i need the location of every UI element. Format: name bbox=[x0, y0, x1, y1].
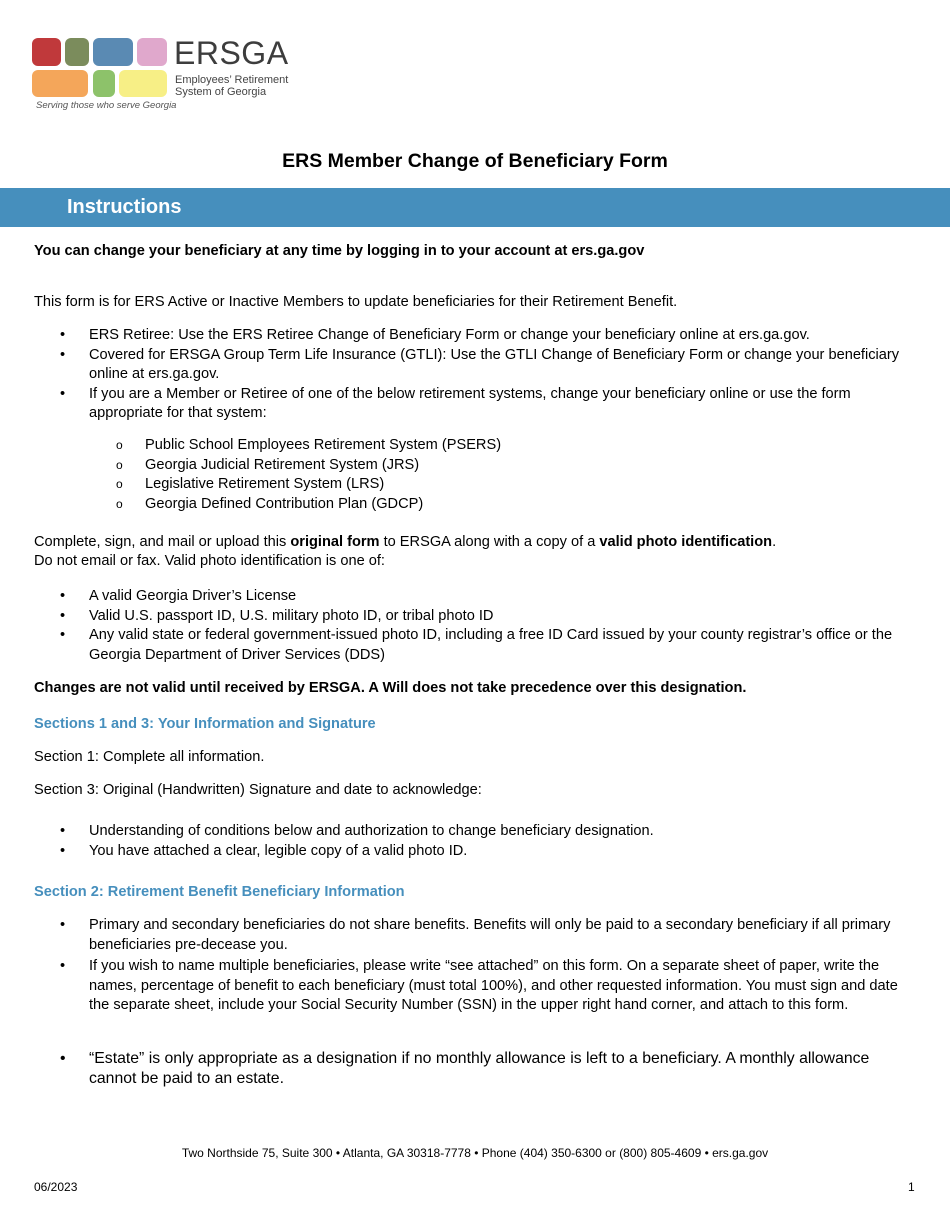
bullet-icon: • bbox=[60, 917, 66, 933]
logo-tile-olive bbox=[65, 38, 89, 66]
list-item bbox=[34, 916, 914, 955]
list-item bbox=[34, 822, 914, 842]
logo-tagline: Serving those who serve Georgia bbox=[36, 100, 177, 111]
list-item-text: If you are a Member or Retiree of one of the below retirement systems, change your beneficiary online or use the form appropriate for that system: bbox=[89, 385, 851, 422]
list-item-text: Georgia Judicial Retirement System (JRS) bbox=[145, 456, 420, 473]
validity-warning: Changes are not valid until received by ERSGA. A Will does not take precedence over this designation. bbox=[34, 680, 747, 696]
footer-address: Two Northside 75, Suite 300 • Atlanta, GA 30318-7778 • Phone (404) 350-6300 or (800) 805-4609 • ers.ga.gov bbox=[181, 1146, 769, 1160]
intro-bold: You can change your beneficiary at any time by logging in to your account at ers.ga.gov bbox=[34, 243, 645, 259]
logo-subtitle-line1: Employees’ Retirement bbox=[175, 74, 289, 86]
list-item-text: “Estate” is only appropriate as a designation if no monthly allowance is left to a beneficiary. A monthly allowance cannot be paid to an estate. bbox=[89, 1050, 870, 1087]
list-item-text: You have attached a clear, legible copy of a valid photo ID. bbox=[89, 842, 468, 859]
list-item bbox=[34, 626, 914, 665]
bullet-icon: • bbox=[60, 1050, 66, 1067]
list-item-text: Public School Employees Retirement System (PSERS) bbox=[145, 437, 502, 453]
footer-date: 06/2023 bbox=[34, 1180, 78, 1194]
circle-bullet-icon: o bbox=[116, 477, 123, 491]
list-item-text: Valid U.S. passport ID, U.S. military photo ID, or tribal photo ID bbox=[89, 607, 494, 624]
section-1-text: Section 1: Complete all information. bbox=[34, 749, 265, 765]
submit-instructions bbox=[34, 533, 914, 571]
list-item bbox=[34, 346, 914, 385]
list-item bbox=[34, 326, 914, 346]
estate-note-list bbox=[34, 1049, 914, 1088]
logo-tile-green bbox=[93, 70, 115, 97]
bullet-icon: • bbox=[60, 327, 66, 343]
bullet-icon: • bbox=[60, 346, 66, 363]
section-3-text: Section 3: Original (Handwritten) Signature and date to acknowledge: bbox=[34, 782, 482, 798]
bullet-icon: • bbox=[60, 627, 66, 644]
ersga-logo bbox=[32, 37, 300, 113]
list-item bbox=[116, 495, 896, 515]
logo-subtitle-line2: System of Georgia bbox=[175, 86, 267, 98]
list-item bbox=[116, 475, 896, 495]
submit-text-2: to ERSGA along with a copy of a bbox=[379, 534, 600, 550]
list-item-text: Georgia Defined Contribution Plan (GDCP) bbox=[145, 495, 424, 512]
submit-text-1: Complete, sign, and mail or upload this bbox=[34, 534, 291, 550]
list-item-text: Understanding of conditions below and authorization to change beneficiary designation. bbox=[89, 823, 654, 839]
submit-bold-original-form: original form bbox=[290, 534, 380, 550]
list-item bbox=[34, 842, 914, 862]
list-item-text: If you wish to name multiple beneficiaries, please write “see attached” on this form. On a separate sheet of paper, write the names, percentage of benefit to each beneficiary (must total 100%), and other requested information. You must sign and date the separate sheet, include your Social Security Number (SSN) in the upper right hand corner, and attach to this form. bbox=[89, 958, 898, 1014]
circle-bullet-icon: o bbox=[116, 496, 123, 511]
bullet-icon: • bbox=[60, 588, 66, 604]
submit-bold-photo-id: valid photo identification bbox=[599, 534, 773, 550]
logo-subtitle bbox=[175, 74, 288, 98]
logo-tile-pink bbox=[137, 38, 167, 66]
photo-id-list bbox=[34, 587, 914, 665]
logo-tile-yellow bbox=[119, 70, 167, 97]
member-type-list bbox=[34, 326, 914, 424]
bullet-icon: • bbox=[60, 385, 66, 402]
list-item bbox=[34, 607, 914, 627]
list-item bbox=[34, 957, 914, 1016]
circle-bullet-icon: o bbox=[116, 438, 123, 452]
bullet-icon: • bbox=[60, 958, 66, 975]
section-2-heading: Section 2: Retirement Benefit Beneficiary Information bbox=[34, 884, 405, 900]
form-title: ERS Member Change of Beneficiary Form bbox=[282, 150, 668, 172]
footer-page-number: 1 bbox=[908, 1180, 915, 1194]
list-item-text: Legislative Retirement System (LRS) bbox=[145, 476, 385, 492]
list-item-text: ERS Retiree: Use the ERS Retiree Change of Beneficiary Form or change your beneficiary online at ers.ga.gov. bbox=[89, 327, 810, 343]
logo-tile-orange bbox=[32, 70, 88, 97]
submit-text-3: . bbox=[772, 534, 777, 550]
list-item bbox=[116, 436, 896, 456]
list-item bbox=[116, 456, 896, 476]
logo-tile-blue bbox=[93, 38, 133, 66]
instructions-heading: Instructions bbox=[67, 196, 182, 218]
list-item-text: Primary and secondary beneficiaries do not share benefits. Benefits will only be paid to a secondary beneficiary if all primary beneficiaries pre-decease you. bbox=[89, 917, 891, 953]
logo-brand: ERSGA bbox=[174, 35, 289, 71]
list-item bbox=[34, 587, 914, 607]
list-item-text: A valid Georgia Driver’s License bbox=[89, 588, 297, 604]
logo-tile-red bbox=[32, 38, 61, 66]
retirement-systems-list bbox=[116, 436, 896, 514]
bullet-icon: • bbox=[60, 842, 66, 859]
list-item-text: Covered for ERSGA Group Term Life Insurance (GTLI): Use the GTLI Change of Beneficiary Form or change your beneficiary online at ers.ga.gov. bbox=[89, 346, 900, 383]
section-2-list bbox=[34, 916, 914, 1016]
bullet-icon: • bbox=[60, 607, 66, 624]
submit-text-line2: Do not email or fax. Valid photo identification is one of: bbox=[34, 553, 385, 569]
section-3-list bbox=[34, 822, 914, 861]
bullet-icon: • bbox=[60, 823, 66, 839]
list-item bbox=[34, 1049, 914, 1088]
intro-text: This form is for ERS Active or Inactive Members to update beneficiaries for their Retirement Benefit. bbox=[34, 294, 678, 310]
circle-bullet-icon: o bbox=[116, 457, 123, 472]
section-1-3-heading: Sections 1 and 3: Your Information and Signature bbox=[34, 716, 376, 732]
list-item-text: Any valid state or federal government-issued photo ID, including a free ID Card issued by your county registrar’s office or the Georgia Department of Driver Services (DDS) bbox=[89, 627, 893, 663]
list-item bbox=[34, 385, 914, 424]
